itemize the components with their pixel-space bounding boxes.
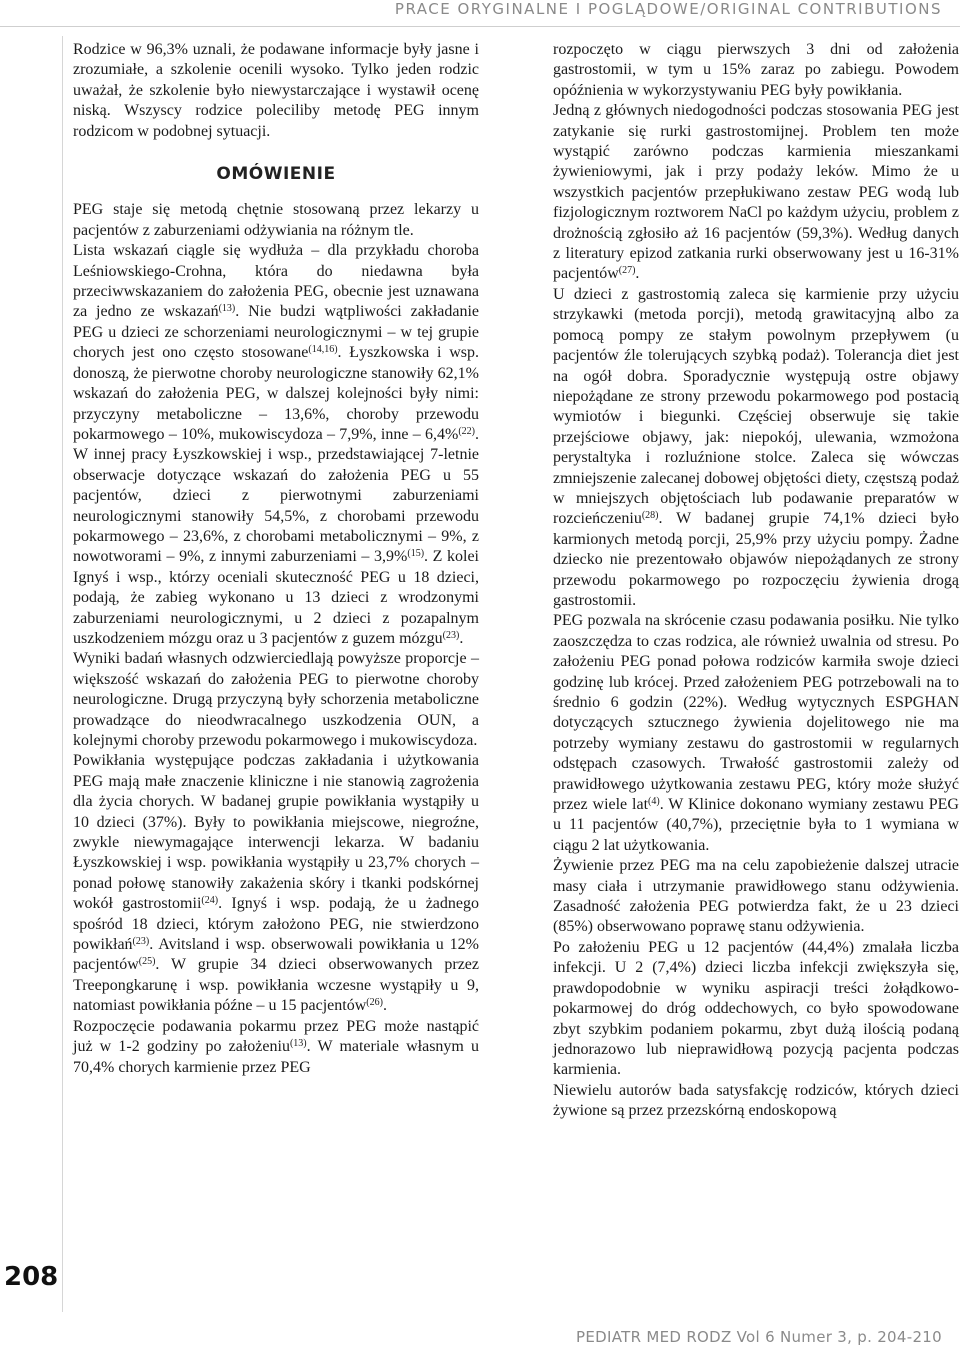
citation: (14,16) [308, 344, 338, 356]
text-run: Lista wskazań ciągle się wydłuża – dla przykładu choroba Leśniowskiego-Crohna, która do niedawna była przeciwwskazaniem do założenia PEG, obecnie jest uznawana za jedno ze wskazań [73, 242, 479, 321]
paragraph-indications [73, 241, 479, 649]
paragraph-parent-satisfaction: Rodzice w 96,3% uznali, że podawane informacje były jasne i zrozumiałe, a szkolenie ocenili wysoko. Tylko jeden rodzic uważał, że szkolenie było niewystarczające i wystawił ocenę niską. Wszyscy rodzice poleciliby metodę PEG innym rodzicom w podobnej sytuacji. [73, 41, 479, 140]
text-run: . W innej pracy Łyszkowskiej i wsp., przedstawiającej 7-letnie obserwacje dotyczące wskazań do założenia PEG u 55 pacjentów, dzieci z pierwotnymi zaburzeniami neurologicznymi stanowiły 54,5%, z chorobami przewodu pokarmowego – 23,6%, z chorobami metabolicznymi – 9%, z nowotworami – 9%, z innymi zaburzeniami – 3,9% [73, 425, 479, 566]
section-heading-discussion: OMÓWIENIE [216, 164, 336, 185]
paragraph-infections: Po założeniu PEG u 12 pacjentów (44,4%) zmalała liczba infekcji. U 2 (7,4%) dzieci liczba infekcji zwiększyła się, prawdopodobnie w wyniku aspiracji treści żołądkowo-pokarmowej do dróg oddechowych, co było spowodowane zbyt szybkim podaniem pokarmu, zbyt dużą ilością podaną jednorazowo lub nieprawidłową pozycją pacjenta podczas karmienia. [553, 938, 959, 1079]
paragraph-peg-popularity: PEG staje się metodą chętnie stosowaną przez lekarzy u pacjentów z zaburzeniami odżywiania na różnym tle. [73, 201, 479, 239]
text-run: . Ignyś i wsp. podają, że u żadnego spośród 18 dzieci, którym założono PEG, nie stwierdzono powikłań [73, 895, 480, 954]
paragraph-feeding-start-continued: rozpoczęto w ciągu pierwszych 3 dni od założenia gastrostomii, w tym u 15% zaraz po zabiegu. Powodem opóźnienia w wykorzystywaniu PEG były powikłania. [553, 41, 959, 99]
text-run: . W grupie 34 dzieci obserwowanych przez Treepongkarunę i wsp. powikłania wczesne wystąpiły u 9, natomiast powikłania późne – u 15 pacjentów [73, 956, 479, 1015]
page-number: 208 [4, 1262, 59, 1292]
right-column [553, 40, 959, 1122]
paragraph-feeding-methods [553, 285, 959, 612]
paragraph-meal-time [553, 611, 959, 856]
margin-rule [62, 36, 63, 1312]
journal-footer: PEDIATR MED RODZ Vol 6 Numer 3, p. 204-210 [576, 1328, 942, 1346]
citation: (22) [458, 425, 475, 437]
citation: (15) [407, 548, 425, 560]
paragraph-tube-clogging [553, 101, 959, 285]
citation: (24) [201, 895, 219, 907]
text-run: . W materiale własnym u 70,4% chorych karmienie przez PEG [73, 1038, 480, 1076]
paragraph-own-results: Wyniki badań własnych odzwierciedlają powyższe proporcje – większość wskazań do założenia PEG to pierwotne choroby neurologiczne. Drugą przyczyną były schorzenia metaboliczne prowadzące do nieodwracalnego uszkodzenia OUN, a kolejnymi choroby przewodu pokarmowego i mukowiscydoza. [73, 650, 479, 749]
citation: (23) [132, 936, 150, 948]
text-run: . [382, 997, 387, 1015]
left-column [73, 40, 479, 1078]
text-run: Jedną z głównych niedogodności podczas stosowania PEG jest zatykanie się rurki gastrostomijnej. Problem ten może wystąpić zarówno podczas karmienia mieszankami żywieniowymi, jak i przy podaży leków. Mimo że u wszystkich pacjentów przepłukiwano zestaw PEG wodą lub fizjologicznym roztworem NaCl po każdym użyciu, problem z drożnością zgłosiło aż 16 pacjentów (59,3%). Według danych z literatury epizod zatkania rurki obserwowany jest u 16-31% pacjentów [553, 102, 959, 283]
citation: (13) [218, 303, 236, 315]
citation: (27) [618, 265, 636, 277]
text-run: . Avitsland i wsp. obserwowali powikłania u 12% pacjentów [73, 936, 479, 974]
citation: (23) [442, 629, 460, 641]
text-run: Powikłania występujące podczas zakładania i użytkowania PEG mają małe znaczenie kliniczne i nie stanowią zagrożenia dla życia chorych. W badanej grupie powikłania wystąpiły u 10 dzieci (37%). Były to powikłania miejscowe, niegroźne, zwykle niewymagające interwencji lekarza. W badaniu Łyszkowskiej i wsp. powikłania wystąpiły u 23,7% chorych – ponad połowę stanowiły zakażenia skóry i tkanki podskórnej wokół gastrostomii [73, 752, 479, 913]
paragraph-parent-satisfaction-research: Niewielu autorów bada satysfakcję rodziców, których dzieci żywione są przez przezskórną endoskopową [553, 1081, 959, 1120]
citation: (25) [138, 956, 156, 968]
paragraph-nutrition-status: Żywienie przez PEG ma na celu zapobieżenie dalszej utracie masy ciała i utrzymanie prawidłowego stanu odżywienia. Zasadność założenia PEG potwierdza fakt, że u 23 dzieci (85%) obserwowano poprawę stanu odżywienia. [553, 857, 959, 936]
text-run: . W badanej grupie 74,1% dzieci było karmionych metodą porcji, 25,9% przy użyciu pompy. Żadne dziecko nie prezentowało objawów niepożądanych ze strony przewodu pokarmowego po rozpoczęciu żywienia drogą gastrostomii. [553, 510, 959, 609]
text-run: PEG pozwala na skrócenie czasu podawania posiłku. Nie tylko zaoszczędza to czas rodzica, ale również uwalnia od stresu. Po założeniu PEG ponad połowa rodziców karmiła swoje dzieci godzinę lub krócej. Przed założeniem PEG potrzebowali na to średnio 6 godzin (22%). Według wytycznych ESPGHAN dotyczących sztucznego żywienia dojelitowego nie ma potrzeby wymiany zestawu do gastrostomii w regularnych odstępach czasowych. Trwałość gastrostomii zależy od prawidłowego użytkowania zestawu PEG, który może służyć przez wiele lat [553, 612, 959, 814]
citation: (28) [641, 510, 659, 522]
text-run: . Nie budzi wątpliwości zakładanie PEG u dzieci ze schorzeniami neurologicznymi – w tej grupie chorych jest ono często stosowane [73, 303, 479, 362]
text-run: . W Klinice dokonano wymiany zestawu PEG u 11 pacjentów (40,7%), przeciętnie była to 1 wymiana w ciągu 2 lat użytkowania. [553, 796, 959, 854]
text-run: . Z kolei Ignyś i wsp., którzy oceniali skuteczność PEG u 18 dzieci, podają, że zabieg wykonano u 13 dzieci z wrodzonymi zaburzeniami neurologicznymi, u 2 dzieci z pozapalnym uszkodzeniem mózgu oraz u 3 pacjentów z guzem mózgu [73, 548, 480, 647]
text-run: . [459, 629, 464, 647]
text-run: Rozpoczęcie podawania pokarmu przez PEG może nastąpić już w 1-2 godziny po założeniu [73, 1017, 479, 1056]
citation: (26) [366, 997, 383, 1009]
citation: (4) [648, 796, 660, 808]
running-header: PRACE ORYGINALNE I POGLĄDOWE/ORIGINAL CONTRIBUTIONS [394, 0, 942, 18]
text-run: . Łyszkowska i wsp. donoszą, że pierwotne choroby neurologiczne stanowiły 62,1% wskazań do założenia PEG, w dalszej kolejności były nimi: przyczyny metaboliczne – 13,6%, choroby przewodu pokarmowego – 10%, mukowiscydoza – 7,9%, inne – 6,4% [73, 344, 479, 443]
header-rule [0, 26, 960, 27]
paragraph-feeding-start [73, 1017, 479, 1078]
text-run: U dzieci z gastrostomią zaleca się karmienie przy użyciu strzykawki (metoda porcji), metodą grawitacyjną albo za pomocą pompy ze stałym powolnym przepływem (u pacjentów źle tolerujących szybką podaż). Tolerancja diet jest na ogół dobra. Sporadycznie występują ostre objawy niepożądane ze strony przewodu pokarmowego pod postacią wymiotów i biegunki. Częściej obserwuje się takie przejściowe objawy, jak: niepokój, ulewania, wzmożona perystaltyka i rozluźnione stolce. Zaleca się wówczas zmniejszenie zalecanej dobowej objętości diety, częstszą podaż w mniejszych objętościach lub podawanie preparatów w rozcieńczeniu [553, 285, 959, 528]
text-run: . [635, 265, 640, 283]
citation: (13) [289, 1038, 307, 1050]
paragraph-complications [73, 751, 479, 1016]
